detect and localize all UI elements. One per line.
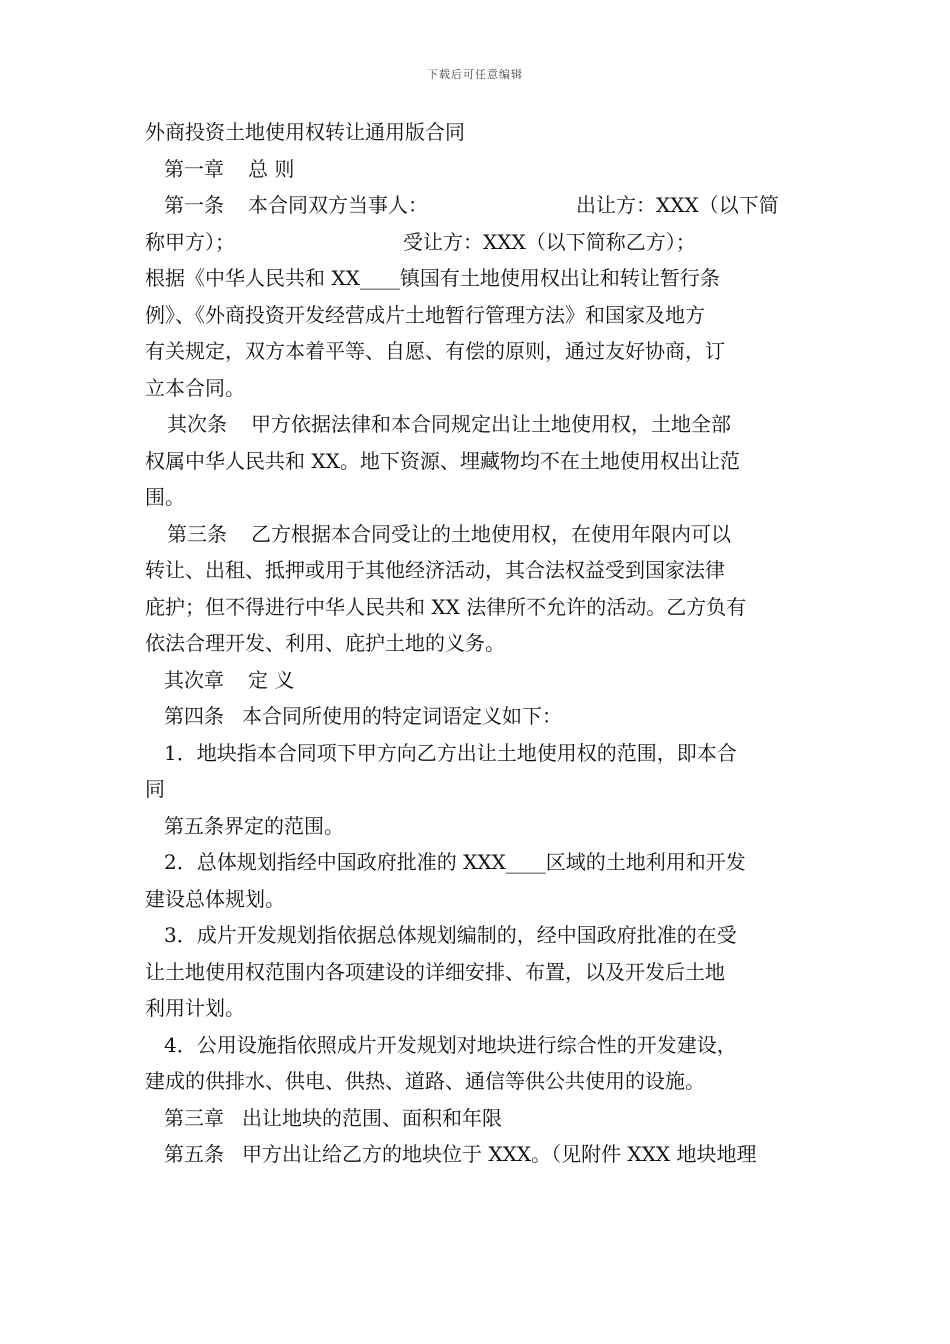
chapter-title: 总 则 — [248, 156, 295, 181]
paragraph-line: 让土地使用权范围内各项建设的详细安排、布置，以及开发后土地 — [145, 959, 725, 984]
article-number: 第三条 — [167, 521, 227, 546]
definition-3: 3．成片开发规划指依据总体规划编制的，经中国政府批准的在受 — [164, 923, 737, 947]
chapter-1-heading — [145, 151, 807, 188]
paragraph-line: 权属中华人民共和 XX。地下资源、埋藏物均不在土地使用权出让范 — [145, 448, 740, 473]
paragraph-line: 庇护；但不得进行中华人民共和 XX 法律所不允许的活动。乙方负有 — [145, 594, 747, 619]
definition-2: 2．总体规划指经中国政府批准的 XXX____区域的土地利用和开发 — [164, 850, 746, 874]
paragraph-line: 有关规定，双方本着平等、自愿、有偿的原则，通过友好协商，订 — [145, 339, 725, 363]
definition-4: 4．公用设施指依照成片开发规划对地块进行综合性的开发建设， — [164, 1032, 737, 1057]
article-text: 乙方根据本合同受让的土地使用权，在使用年限内可以 — [251, 521, 731, 546]
transferor-text: 出让方：XXX（以下简 — [576, 193, 779, 217]
article-3-line — [145, 516, 807, 553]
article-4-line — [145, 698, 807, 735]
article-text: 本合同双方当事人： — [248, 193, 428, 217]
paragraph-line: 例》、《外商投资开发经营成片土地暂行管理方法》和国家及地方 — [145, 302, 705, 327]
article-1-line — [145, 187, 807, 224]
party-a-text: 称甲方）； — [145, 229, 235, 254]
article-text: 甲方依据法律和本合同规定出让土地使用权，土地全部 — [251, 412, 731, 436]
chapter-2-heading — [145, 662, 807, 699]
article-number: 其次条 — [167, 412, 227, 436]
article-number: 第四条 — [164, 704, 224, 728]
parties-line — [145, 224, 807, 261]
definition-1: 1．地块指本合同项下甲方向乙方出让土地使用权的范围，即本合 — [164, 740, 737, 765]
paragraph-line: 同 — [145, 777, 165, 801]
article-2-line — [145, 406, 807, 443]
document-title: 外商投资土地使用权转让通用版合同 — [145, 120, 465, 144]
article-text: 本合同所使用的特定词语定义如下： — [242, 704, 562, 728]
chapter-3-heading — [145, 1100, 807, 1137]
article-5-line — [145, 1136, 807, 1173]
chapter-number: 第一章 — [164, 156, 224, 181]
paragraph-line: 转让、出租、抵押或用于其他经济活动，其合法权益受到国家法律 — [145, 558, 725, 582]
article-number: 第五条 — [164, 1142, 224, 1166]
chapter-number: 其次章 — [164, 667, 224, 692]
paragraph-line: 建设总体规划。 — [145, 886, 285, 911]
transferee-text: 受让方：XXX（以下简称乙方）； — [403, 229, 696, 254]
paragraph-line: 依法合理开发、利用、庇护土地的义务。 — [145, 631, 505, 655]
paragraph-line: 根据《中华人民共和 XX____镇国有土地使用权出让和转让暂行条 — [145, 266, 720, 290]
article-text: 甲方出让给乙方的地块位于 XXX。（见附件 XXX 地块地理 — [242, 1142, 757, 1166]
chapter-title: 出让地块的范围、面积和年限 — [242, 1105, 502, 1130]
paragraph-line: 第五条界定的范围。 — [164, 813, 344, 838]
paragraph-line: 建成的供排水、供电、供热、道路、通信等供公共使用的设施。 — [145, 1069, 705, 1093]
page-header: 下载后可任意编辑 — [427, 68, 523, 81]
chapter-number: 第三章 — [164, 1105, 224, 1130]
paragraph-line: 立本合同。 — [145, 375, 245, 400]
article-number: 第一条 — [164, 193, 224, 217]
contract-body — [145, 114, 807, 1173]
paragraph-line: 围。 — [145, 485, 185, 509]
chapter-title: 定 义 — [248, 667, 295, 692]
paragraph-line: 利用计划。 — [145, 996, 245, 1020]
